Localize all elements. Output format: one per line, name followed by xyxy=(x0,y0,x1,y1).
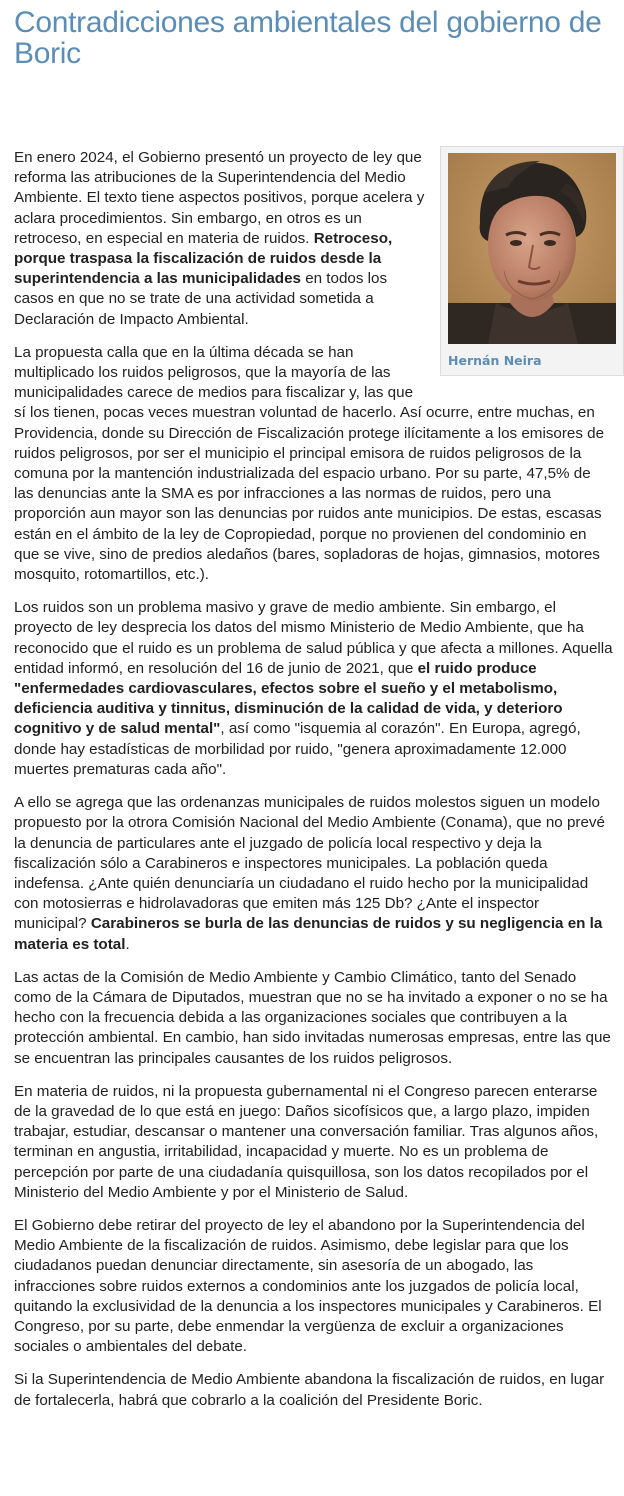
text-run: . xyxy=(125,935,130,953)
text-run: en todos los casos en que no se trate de una actividad sometida a Declaración de Impacto Ambiental. xyxy=(14,270,388,328)
text-run: , así como "isquemia al corazón". En Europa, agregó, donde hay estadísticas de morbilidad por ruido, "genera aproximadamente 12.000 muertes prematuras cada año". xyxy=(14,720,581,778)
author-photo xyxy=(448,153,616,344)
article-title: Contradicciones ambientales del gobierno de Boric xyxy=(14,6,602,70)
text-run: Las actas de la Comisión de Medio Ambiente y Cambio Climático, tanto del Senado como de la Cámara de Diputados, muestran que no se ha invitado a exponer o no se ha hecho con la frecuencia debida a las organizaciones sociales que contribuyen a la protección ambiental. En cambio, han sido invitadas numerosas empresas, entre las que se encuentran las principales causantes de los ruidos peligrosos. xyxy=(14,968,611,1067)
paragraph xyxy=(14,343,614,585)
text-run: La propuesta calla que en la última década se han multiplicado los ruidos peligrosos, que la mayoría de las municipalidades carece de medios para fiscalizar y, las que sí los tienen, pocas veces muestran voluntad de hacerlo. Así ocurre, entre muchas, en Providencia, donde su Dirección de Fiscalización protege ilícitamente a los emisores de ruidos peligrosos, por ser el municipio el principal emisora de ruidos peligrosos de la comuna por la mantención industrializada del espacio urbano. Por su parte, 47,5% de las denuncias ante la SMA es por infracciones a las normas de ruidos, pero una proporción aun mayor son las denuncias por ruidos ante municipios. De estas, escasas están en el ámbito de la ley de Copropiedad, porque no provienen del condominio en que se vive, sino de predios aledaños (bares, sopladoras de hojas, gimnasios, motores mosquito, rotomartillos, etc.). xyxy=(14,343,605,584)
text-run: En enero 2024, el Gobierno presentó un proyecto de ley que reforma las atribuciones de la Superintendencia del Medio Ambiente. El texto tiene aspectos positivos, porque acelera y aclara procedimientos. Sin embargo, en otros es un retroceso, en especial en materia de ruidos. xyxy=(14,149,425,247)
paragraph xyxy=(14,1082,614,1203)
paragraph xyxy=(14,1216,614,1357)
paragraph xyxy=(14,793,614,955)
paragraph xyxy=(14,968,614,1069)
text-run: Si la Superintendencia de Medio Ambiente abandona la fiscalización de ruidos, en lugar de fortalecerla, habrá que cobrarlo a la coalición del Presidente Boric. xyxy=(14,1371,605,1409)
bold-text: el ruido produce "enfermedades cardiovasculares, efectos sobre el sueño y el metabolismo, deficiencia auditiva y tinnitus, disminución de la calidad de vida, y deterioro cognitivo y de salud mental" xyxy=(14,659,563,738)
author-figure xyxy=(440,146,624,376)
author-caption: Hernán Neira xyxy=(448,353,542,368)
article xyxy=(14,0,614,1409)
text-run: El Gobierno debe retirar del proyecto de ley el abandono por la Superintendencia del Medio Ambiente de la fiscalización de ruidos. Asimismo, debe legislar para que los ciudadanos puedan denunciar directamente, sin asesoría de un abogado, las infracciones sobre ruidos externos a condominios ante los juzgados de policía local, quitando la exclusividad de la denuncia a los inspectores municipales y Carabineros. El Congreso, por su parte, debe enmendar la vergüenza de excluir a organizaciones sociales o ambientales del debate. xyxy=(14,1216,602,1356)
text-run: Los ruidos son un problema masivo y grave de medio ambiente. Sin embargo, el proyecto de ley desprecia los datos del mismo Ministerio de Medio Ambiente, que ha reconocido que el ruido es un problema de salud pública y que afecta a millones. Aquella entidad informó, en resolución del 16 de junio de 2021, que xyxy=(14,599,613,677)
article-body xyxy=(14,148,614,1424)
text-run: A ello se agrega que las ordenanzas municipales de ruidos molestos siguen un modelo propuesto por la otrora Comisión Nacional del Medio Ambiente (Conama), que no prevé la denuncia de particulares ante el juzgado de policía local respectivo y deja la fiscalización sólo a Carabineros e inspectores municipales. La población queda indefensa. ¿Ante quién denunciaría un ciudadano el ruido hecho por la municipalidad con motosierras e hidrolavadoras que emiten más 125 Db? ¿Ante el inspector municipal? xyxy=(14,794,605,933)
bold-text: Retroceso, porque traspasa la fiscalización de ruidos desde la superintendencia a las municipalidades xyxy=(14,229,393,288)
bold-text: Carabineros se burla de las denuncias de ruidos y su negligencia en la materia es total xyxy=(14,915,603,953)
text-run: En materia de ruidos, ni la propuesta gubernamental ni el Congreso parecen enterarse de la gravedad de lo que está en juego: Daños sicofísicos que, a largo plazo, impiden trabajar, estudiar, descansar o mantener una conversación familiar. Tras algunos años, terminan en angustia, irritabilidad, incapacidad y muerte. No es un problema de percepción por parte de una ciudadanía quisquillosa, son los datos recopilados por el Ministerio del Medio Ambiente y por el Ministerio de Salud. xyxy=(14,1082,599,1201)
paragraph xyxy=(14,598,614,780)
paragraph xyxy=(14,1370,614,1410)
